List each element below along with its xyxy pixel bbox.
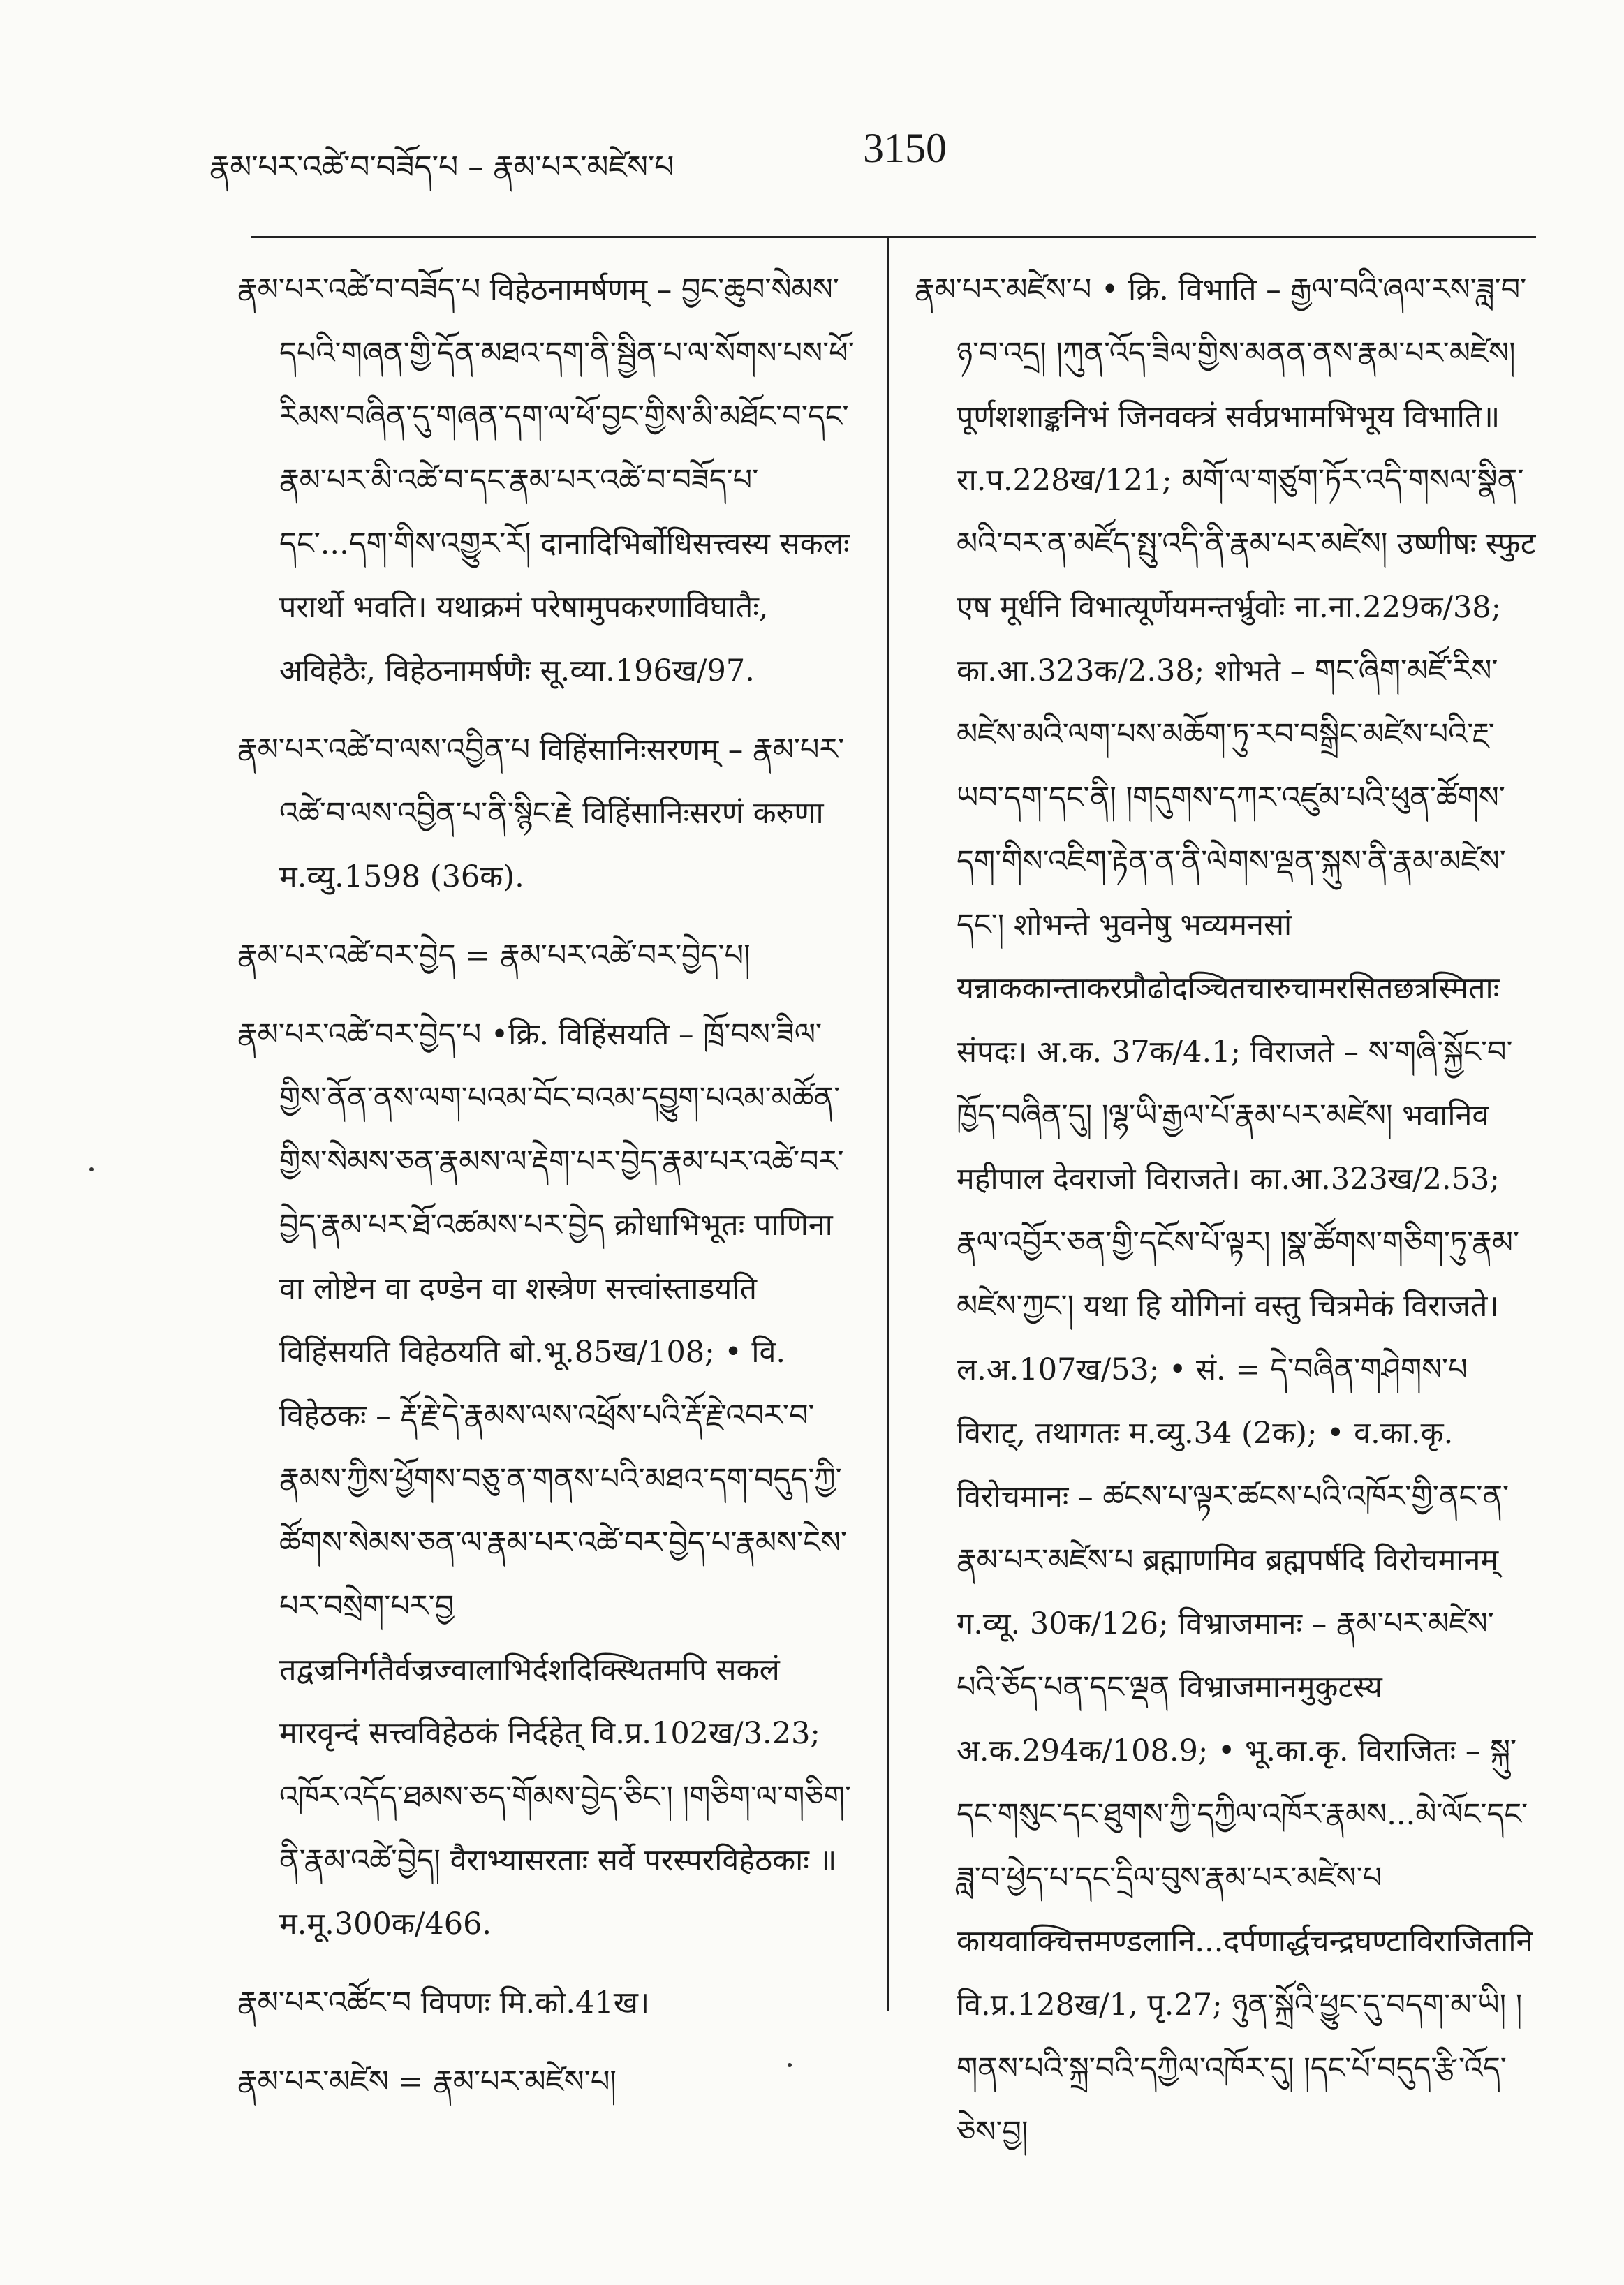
scan-speck [788, 2063, 792, 2067]
cross-reference-entry: རྣམ་པར་མཛེས = རྣམ་པར་མཛེས་པ། [237, 2064, 617, 2099]
left-column [237, 258, 866, 2129]
page-number: 3150 [863, 125, 947, 171]
running-header: རྣམ་པར་འཚེ་བ་བཟོད་པ – རྣམ་པར་མཛེས་པ [209, 149, 674, 185]
cross-reference-entry: རྣམ་པར་འཚེ་བར་བྱེད = རྣམ་པར་འཚེ་བར་བྱེད་པ། [237, 938, 751, 973]
dictionary-entry: རྣམ་པར་འཚེ་བ་བཟོད་པ विहेठनामर्षणम् – བྱང་ཆུབ་སེམས་དཔའི་གཞན་གྱི་དོན་མཐའ་དག་ནི་སྦྱིན་པ་ལ་སོགས་པས་ཕོ་རིམས་བཞིན་དུ་གཞན་དག་ལ་ཕོ་བྱང་གྱིས་མི་མཐོང་བ་དང་རྣམ་པར་མི་འཚེ་བ་དང་རྣམ་པར་འཚེ་བ་བཟོད་པ་དང་...དག་གིས་འགྱུར་རོ། दानादिभिर्बोधिसत्त्वस्य सकलः परार्थो भवति। यथाक्रमं परेषामुपकरणाविघातैः, अविहेठैः, विहेठनामर्षणैः सू.व्या.196ख/97. [237, 272, 855, 688]
dictionary-entry: རྣམ་པར་འཚེ་བར་བྱེད་པ •क्रि. विहिंसयति – ཁྲོ་བས་ཟིལ་གྱིས་ནོན་ནས་ལག་པའམ་བོང་བའམ་དབྱུག་པའམ་མཚོན་གྱིས་སེམས་ཅན་རྣམས་ལ་རྡེག་པར་བྱེད་རྣམ་པར་འཚེ་བར་བྱེད་རྣམ་པར་ཐོ་འཚམས་པར་བྱེད क्रोधाभिभूतः पाणिना वा लोष्टेन वा दण्डेन वा शस्त्रेण सत्त्वांस्ताडयति विहिंसयति विहेठयति बो.भू.85ख/108; • वि. विहेठकः – རྡོ་རྗེ་དེ་རྣམས་ལས་འཕྲོས་པའི་རྡོ་རྗེ་འབར་བ་རྣམས་ཀྱིས་ཕྱོགས་བཅུ་ན་གནས་པའི་མཐའ་དག་བདུད་ཀྱི་ཚོགས་སེམས་ཅན་ལ་རྣམ་པར་འཚེ་བར་བྱེད་པ་རྣམས་ངེས་པར་བསྲེག་པར་བྱ तद्वज्रनिर्गतैर्वज्रज्वालाभिर्दशदिक्स्थितमपि सकलं मारवृन्दं सत्त्वविहेठकं निर्दहेत् वि.प्र.102ख/3.23; འཁོར་འདོད་ཐམས་ཅད་གོམས་བྱེད་ཅིང་། །གཅིག་ལ་གཅིག་ནི་རྣམ་འཚེ་བྱེད། वैराभ्यासरताः सर्वे परस्परविहेठकाः ॥ म.मू.300क/466. [237, 1017, 852, 1942]
dictionary-entry: རྣམ་པར་འཚེ་བ་ལས་འབྱིན་པ विहिंसानिःसरणम् – རྣམ་པར་འཚེ་བ་ལས་འབྱིན་པ་ནི་སྙིང་རྗེ विहिंसानिःसरणं करुणा म.व्यु.1598 (36क). [237, 732, 845, 894]
header-rule [251, 236, 1536, 238]
scan-speck [89, 1167, 94, 1171]
column-divider [887, 237, 889, 2011]
dictionary-entry: རྣམ་པར་འཚོང་བ विपणः मि.को.41ख। [237, 1985, 650, 2020]
dictionary-entry: རྣམ་པར་མཛེས་པ • क्रि. विभाति – རྒྱལ་བའི་ཞལ་རས་ཟླ་བ་ཉ་བ་འདྲ། །ཀུན་འོད་ཟིལ་གྱིས་མནན་ནས་རྣམ་པར་མཛེས། पूर्णशशाङ्कनिभं जिनवक्त्रं सर्वप्रभामभिभूय विभाति॥ रा.प.228ख/121; མགོ་ལ་གཙུག་ཏོར་འདི་གསལ་སྣིན་མའི་བར་ན་མཛོད་སྤུ་འདི་ནི་རྣམ་པར་མཛེས། उष्णीषः स्फुट एष मूर्धनि विभात्यूर्णेयमन्तर्भ्रुवोः ना.ना.229क/38; का.आ.323क/2.38; शोभते – གང་ཞིག་མཛོ་རིས་མཛེས་མའི་ལག་པས་མཆོག་ཏུ་རབ་བསྒྲིང་མཛེས་པའི་རྔ་ཡབ་དག་དང་ནི། །གདུགས་དཀར་འཛུམ་པའི་ཕུན་ཚོགས་དག་གིས་འཇིག་རྟེན་ན་ནི་ལེགས་ལྡན་སྐུས་ནི་རྣམ་མཛེས་དང་། शोभन्ते भुवनेषु भव्यमनसां यन्नाककान्ताकरप्रौढोदञ्चितचारुचामरसितछत्रस्मिताः संपदः। अ.क. 37क/4.1; विराजते – ས་གཞི་སྐྱོང་བ་ཁྱོད་བཞིན་དུ། །ལྷ་ཡི་རྒྱལ་པོ་རྣམ་པར་མཛེས། भवानिव महीपाल देवराजो विराजते। का.आ.323ख/2.53; རྣལ་འབྱོར་ཅན་གྱི་དངོས་པོ་ལྟར། །སྣ་ཚོགས་གཅིག་ཏུ་རྣམ་མཛེས་ཀྱང་། यथा हि योगिनां वस्तु चित्रमेकं विराजते। ल.अ.107ख/53; • सं. = དེ་བཞིན་གཤེགས་པ विराट्, तथागतः म.व्यु.34 (2क); • व.का.कृ. विरोचमानः – ཚངས་པ་ལྟར་ཚངས་པའི་འཁོར་གྱི་ནང་ན་རྣམ་པར་མཛེས་པ ब्रह्माणमिव ब्रह्मपर्षदि विरोचमानम् ग.व्यू. 30क/126; विभ्राजमानः – རྣམ་པར་མཛེས་པའི་ཅོད་པན་དང་ལྡན विभ्राजमानमुकुटस्य अ.क.294क/108.9; • भू.का.कृ. विराजितः – སྐུ་དང་གསུང་དང་ཐུགས་ཀྱི་དཀྱིལ་འཁོར་རྣམས...མེ་ལོང་དང་ཟླ་བ་ཕྱེད་པ་དང་དྲིལ་བུས་རྣམ་པར་མཛེས་པ कायवाक्चित्तमण्डलानि...दर्पणार्द्धचन्द्रघण्टाविराजितानि वि.प्र.128ख/1, पृ.27; ཉུན་སྐྲོའི་ཕྱུང་དུ་བདག་མ་ཡི། །གནས་པའི་སྐྲ་བའི་དཀྱིལ་འཁོར་དུ། །དང་པོ་བདུད་རྩི་འོད་ཅེས་བྱ། [915, 272, 1536, 2150]
right-column [915, 258, 1536, 2180]
